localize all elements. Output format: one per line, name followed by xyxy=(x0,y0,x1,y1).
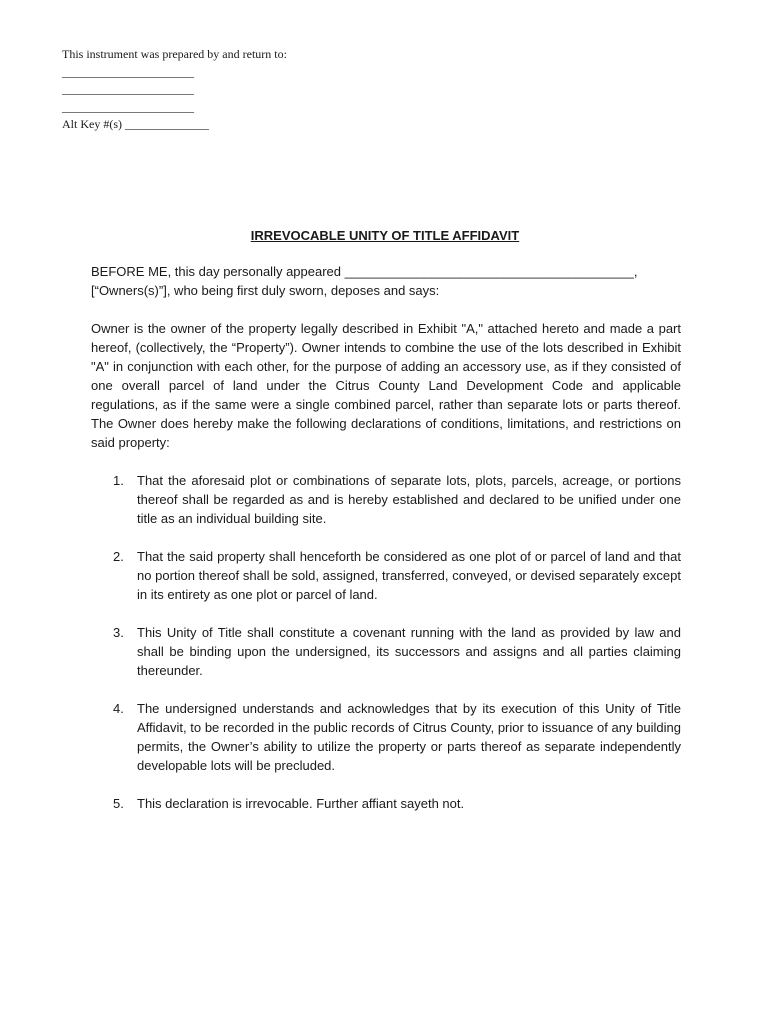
prepared-by-block xyxy=(62,46,287,134)
ownership-paragraph: Owner is the owner of the property legally described in Exhibit "A," attached hereto and made a part hereof, (collectively, the “Property”). Owner intends to combine the use of the lots described in Exhibit "A" in conjunction with each other, for the purpose of adding an accessory use, as if they consisted of one overall parcel of land under the Citrus County Land Development Code and applicable regulations, as if the same were a single combined parcel, rather than separate lots or parts thereof. The Owner does hereby make the following declarations of conditions, limitations, and restrictions on said property: xyxy=(91,321,681,450)
declaration-text: The undersigned understands and acknowledges that by its execution of this Unity of Title Affidavit, to be recorded in the public records of Citrus County, prior to issuance of any building permits, the Owner’s ability to utilize the property or parts thereof as separate independently developable lots will be precluded. xyxy=(137,701,681,773)
declaration-number: 4. xyxy=(113,701,124,716)
document-title: IRREVOCABLE UNITY OF TITLE AFFIDAVIT xyxy=(250,228,520,243)
declaration-number: 1. xyxy=(113,473,124,488)
declaration-number: 3. xyxy=(113,625,124,640)
declaration-item-4 xyxy=(91,699,681,775)
return-address-line-1: ______________________ xyxy=(62,64,194,79)
declaration-number: 2. xyxy=(113,549,124,564)
declaration-text: This declaration is irrevocable. Further affiant sayeth not. xyxy=(137,796,465,811)
declaration-number: 5. xyxy=(113,796,124,811)
declaration-text: This Unity of Title shall constitute a covenant running with the land as provided by law and shall be binding upon the undersigned, its successors and assigns and all parties claiming thereunder. xyxy=(137,625,681,678)
declaration-item-5 xyxy=(91,794,681,813)
declaration-item-2 xyxy=(91,547,681,604)
intro-line-owners: [“Owners(s)”], who being first duly sworn, deposes and says: xyxy=(91,283,440,298)
declaration-item-3 xyxy=(91,623,681,680)
intro-line-appeared: BEFORE ME, this day personally appeared ________________________________________, xyxy=(91,264,638,279)
declaration-item-1 xyxy=(91,471,681,528)
prepared-by-label: This instrument was prepared by and return to: xyxy=(62,47,287,61)
declarations-list xyxy=(91,471,681,813)
intro-block xyxy=(91,262,681,300)
declaration-text: That the aforesaid plot or combinations of separate lots, plots, parcels, acreage, or portions thereof shall be regarded as and is hereby established and declared to be unified under one title as an individual building site. xyxy=(137,473,681,526)
return-address-line-2: ______________________ xyxy=(62,82,194,96)
return-address-line-3: ______________________ xyxy=(62,99,194,114)
document-body xyxy=(91,262,681,832)
alt-key-line: Alt Key #(s) ______________ xyxy=(62,117,209,131)
declaration-text: That the said property shall henceforth be considered as one plot of or parcel of land and that no portion thereof shall be sold, assigned, transferred, conveyed, or devised separately except in its entirety as one plot or parcel of land. xyxy=(137,549,681,602)
